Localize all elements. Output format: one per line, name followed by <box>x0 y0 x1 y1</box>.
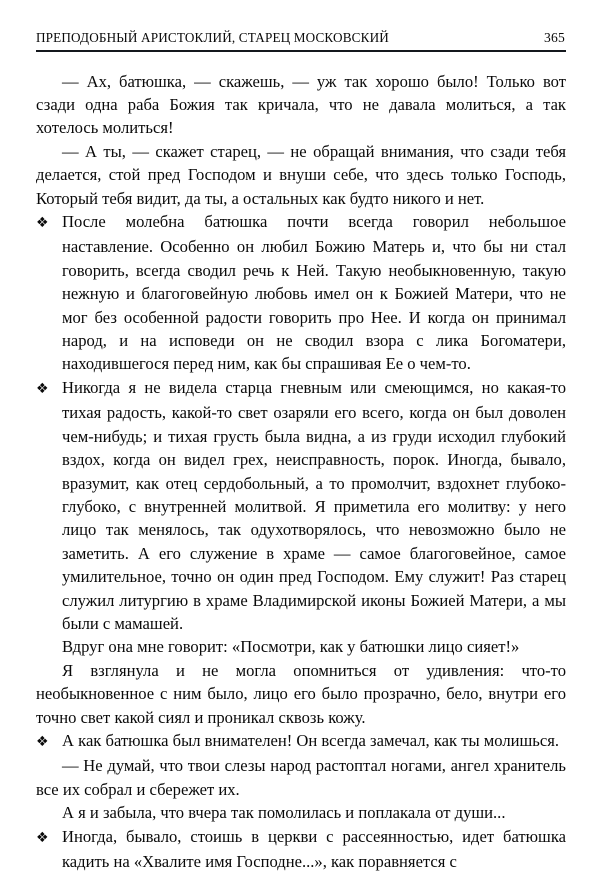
paragraph-bulleted <box>36 376 566 635</box>
paragraph-bulleted <box>36 729 566 754</box>
paragraph-text: После молебна батюшка почти всегда говорил небольшое наставление. Особенно он любил Божию Матерь и, что бы ни стал говорить, всегда сводил речь к Ней. Такую необыкновенную, такую нежную и благоговейную любовь имел он к Божией Матери, что не мог без особенной радости говорить про Нее. И когда он принимал народ, и на исповеди он не сводил взора с лика Богоматери, находившегося перед ним, как бы спрашивая Ее о чем-то. <box>62 212 566 374</box>
paragraph-bulleted <box>36 825 566 874</box>
running-head <box>36 30 566 46</box>
page-content <box>36 30 566 873</box>
floral-diamond-bullet-icon: ❖ <box>36 733 49 750</box>
paragraph-text: Никогда я не видела старца гневным или смеющимся, но какая-то тихая радость, какой-то свет озаряли его всего, когда он был доволен чем-нибудь; и тихая грусть была видна, а из груди исходил глубокий вздох, когда он видел грех, неисправность, порок. Иногда, бывало, вразумит, как отец сердобольный, а то промолчит, вздохнет глубоко-глубоко, с внутренней молитвой. Я приметила его молитву: у него лицо так менялось, так одухотворялось, что невозможно было не заметить. А его служение в храме — самое благоговейное, самое умилительное, точно он один пред Господом. Ему служит! Раз старец служил литургию в храме Владимирской иконы Божией Матери, а мы были с мамашей. <box>62 377 566 633</box>
paragraph-text: Я взглянула и не могла опомниться от удивления: что-то необыкновенное с ним было, лицо его было прозрачно, бело, внутри его точно свет какой сиял и проникал сквозь кожу. <box>36 660 566 727</box>
paragraph-plain <box>36 635 566 658</box>
paragraph-text: А как батюшка был внимателен! Он всегда замечал, как ты молишься. <box>62 730 559 750</box>
paragraph-text: — Ах, батюшка, — скажешь, — уж так хорошо было! Только вот сзади одна раба Божия так кричала, что не давала молиться, а так хотелось молиться! <box>36 71 566 138</box>
paragraph-plain <box>36 659 566 729</box>
paragraph-text: А я и забыла, что вчера так помолилась и поплакала от души... <box>62 803 506 823</box>
paragraph-text: — А ты, — скажет старец, — не обращай внимания, что сзади тебя делается, стой пред Господом и внуши себе, что здесь только Господь, Который тебя видит, да ты, а остальных как будто никого и нет. <box>36 141 566 208</box>
paragraph-dialogue <box>36 70 566 140</box>
floral-diamond-bullet-icon: ❖ <box>36 215 49 232</box>
floral-diamond-bullet-icon: ❖ <box>36 380 49 397</box>
paragraph-plain <box>36 801 566 824</box>
paragraph-bulleted <box>36 210 566 376</box>
paragraph-text: — Не думай, что твои слезы народ растоптал ногами, ангел хранитель все их собрал и сбережет их. <box>36 756 566 799</box>
paragraph-text: Вдруг она мне говорит: «Посмотри, как у батюшки лицо сияет!» <box>62 637 520 657</box>
page-number: 365 <box>544 30 565 45</box>
body-text <box>36 70 566 874</box>
paragraph-dialogue <box>36 754 566 801</box>
paragraph-text: Иногда, бывало, стоишь в церкви с рассеянностью, идет батюшка кадить на «Хвалите имя Господне...», как поравняется с <box>62 826 566 871</box>
floral-diamond-bullet-icon: ❖ <box>36 829 49 846</box>
running-head-title: ПРЕПОДОБНЫЙ АРИСТОКЛИЙ, СТАРЕЦ МОСКОВСКИЙ <box>36 30 389 45</box>
paragraph-dialogue <box>36 140 566 210</box>
header-rule <box>36 50 566 52</box>
